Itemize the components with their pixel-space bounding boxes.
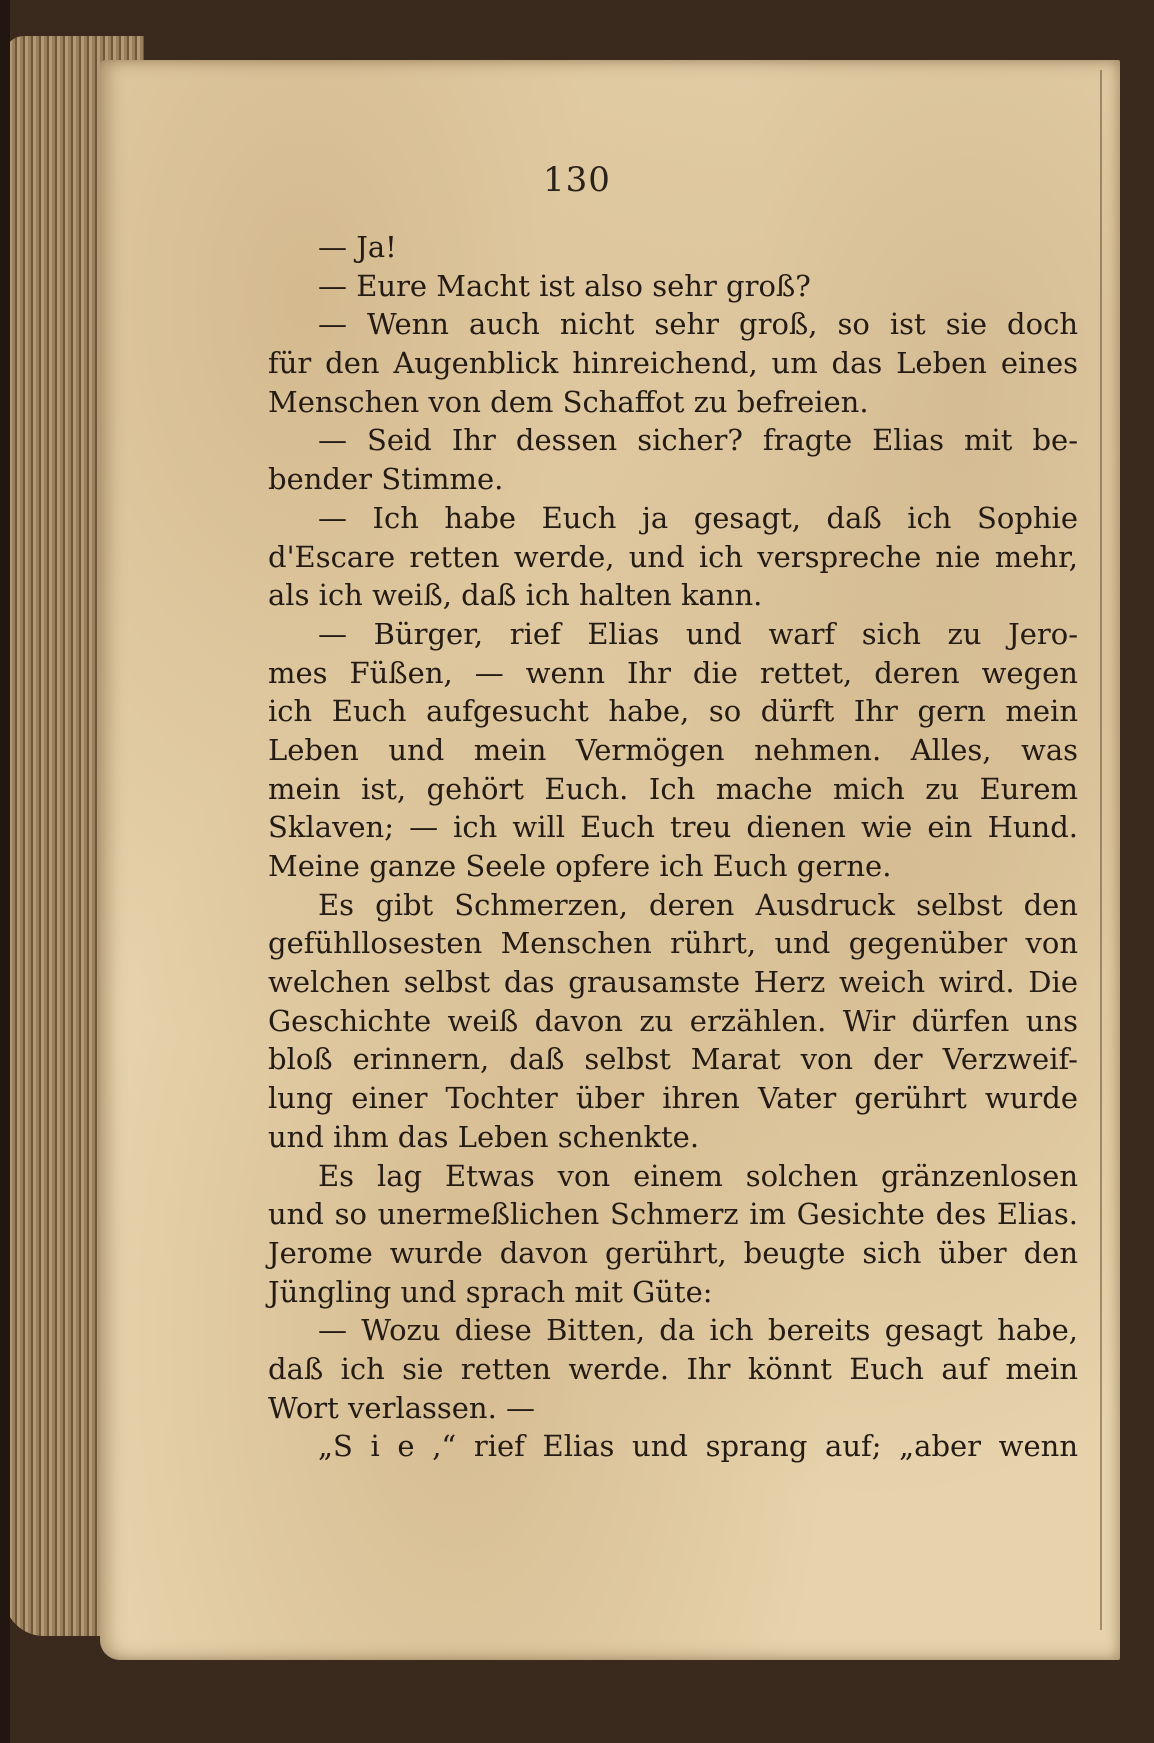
text-line: bloß erinnern, daß selbst Marat von der Verzweif- (268, 1042, 1078, 1077)
text-line: — Eure Macht ist also sehr groß? (318, 268, 811, 303)
text-line: mein ist, gehört Euch. Ich mache mich zu Eurem (268, 771, 1078, 806)
text-line: Meine ganze Seele opfere ich Euch gerne. (268, 849, 892, 883)
body-text (268, 228, 1078, 1466)
text-line: Jüngling und sprach mit Güte: (268, 1274, 713, 1309)
text-line: und so unermeßlichen Schmerz im Gesichte des Elias. (268, 1197, 1078, 1232)
text-line: — Wenn auch nicht sehr groß, so ist sie doch (318, 307, 1078, 342)
text-line: Geschichte weiß davon zu erzählen. Wir dürfen uns (268, 1003, 1078, 1038)
text-line: mes Füßen, — wenn Ihr die rettet, deren wegen (268, 655, 1078, 690)
text-line: d'Escare retten werde, und ich verspreche nie mehr, (268, 539, 1078, 574)
text-line: — Wozu diese Bitten, da ich bereits gesagt habe, (318, 1313, 1078, 1348)
text-line: ich Euch aufgesucht habe, so dürft Ihr gern mein (268, 694, 1078, 729)
text-line: — Ich habe Euch ja gesagt, daß ich Sophie (318, 500, 1078, 535)
text-line: Es lag Etwas von einem solchen gränzenlosen (318, 1158, 1078, 1193)
text-line: daß ich sie retten werde. Ihr könnt Euch auf mein (268, 1351, 1078, 1386)
page-number: 130 (543, 160, 611, 200)
text-line: — Ja! (318, 230, 397, 264)
text-line: Sklaven; — ich will Euch treu dienen wie ein Hund. (268, 810, 1078, 845)
text-line: — Bürger, rief Elias und warf sich zu Jero- (318, 616, 1078, 651)
text-line: welchen selbst das grausamste Herz weich wird. Die (268, 965, 1078, 1000)
text-line: für den Augenblick hinreichend, um das Leben eines (268, 346, 1078, 381)
text-line: bender Stimme. (268, 462, 504, 497)
text-line: Menschen von dem Schaffot zu befreien. (268, 384, 869, 419)
text-line: und ihm das Leben schenkte. (268, 1119, 700, 1154)
text-line: Es gibt Schmerzen, deren Ausdruck selbst den (318, 887, 1078, 922)
text-line: als ich weiß, daß ich halten kann. (268, 578, 763, 613)
text-line: — Seid Ihr dessen sicher? fragte Elias mit be- (318, 423, 1078, 458)
text-line: lung einer Tochter über ihren Vater gerührt wurde (268, 1081, 1078, 1116)
text-line: Leben und mein Vermögen nehmen. Alles, was (268, 732, 1078, 767)
text-line: „S i e ,“ rief Elias und sprang auf; „aber wenn (318, 1429, 1078, 1464)
text-line: Wort verlassen. — (268, 1390, 536, 1425)
text-line: gefühllosesten Menschen rührt, und gegenüber von (268, 926, 1078, 961)
text-line: Jerome wurde davon gerührt, beugte sich über den (268, 1235, 1078, 1270)
